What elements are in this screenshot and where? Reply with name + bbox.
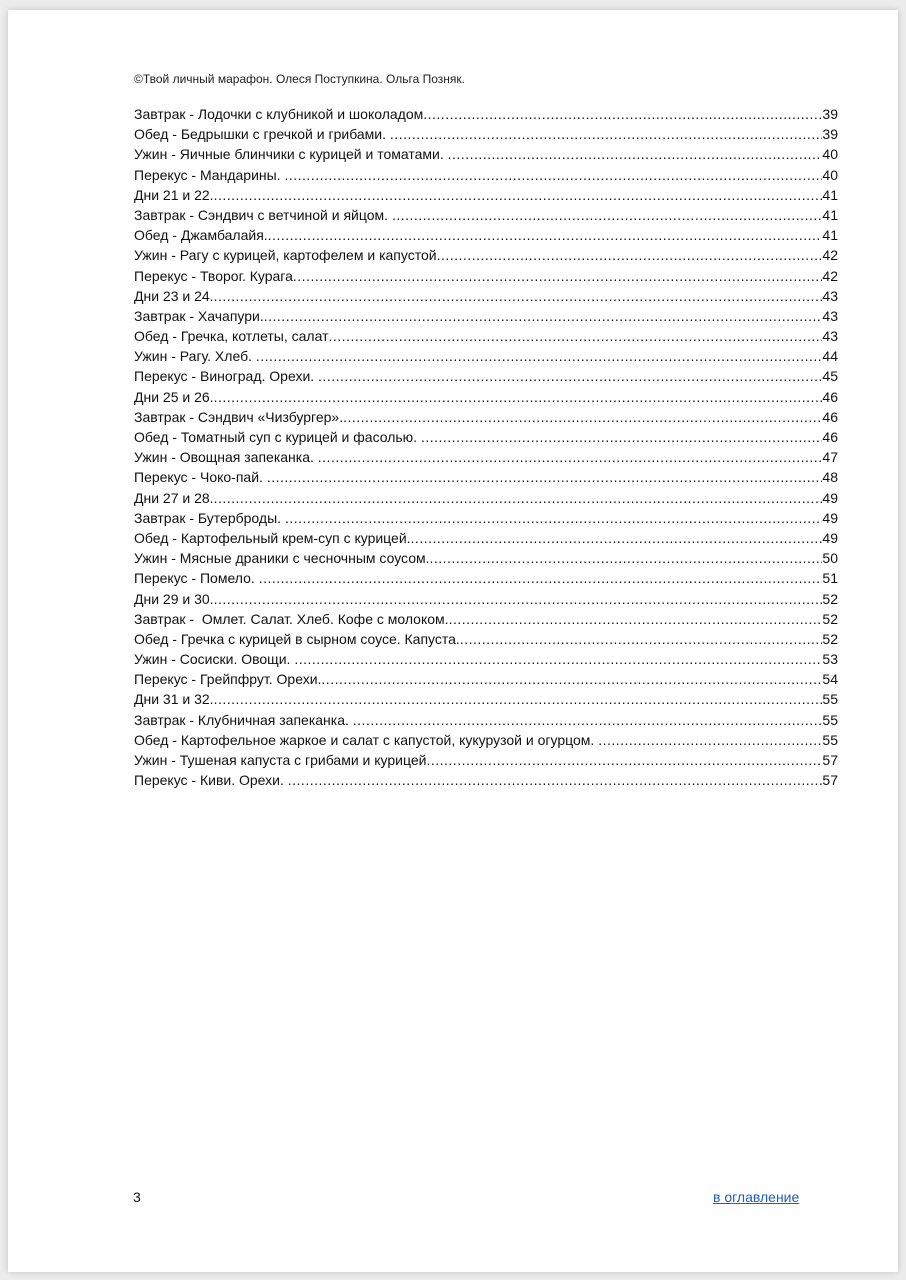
page-number: 3 bbox=[133, 1189, 141, 1205]
toc-entry-page: 49 bbox=[822, 489, 838, 506]
toc-entry-page: 48 bbox=[822, 469, 838, 486]
toc-entry-page: 41 bbox=[822, 206, 838, 223]
toc-entry-title: Обед - Томатный суп с курицей и фасолью. bbox=[134, 429, 421, 445]
toc-entry-page: 46 bbox=[822, 408, 838, 425]
toc-entry-title: Дни 23 и 24. bbox=[134, 287, 214, 304]
dot-leader bbox=[423, 104, 822, 124]
table-of-contents bbox=[134, 104, 838, 790]
toc-entry[interactable] bbox=[134, 346, 838, 366]
dot-leader bbox=[448, 144, 823, 164]
toc-entry-page: 41 bbox=[822, 186, 838, 203]
toc-entry[interactable] bbox=[134, 225, 838, 245]
toc-entry[interactable] bbox=[134, 447, 838, 467]
toc-entry[interactable] bbox=[134, 144, 838, 164]
toc-entry[interactable] bbox=[134, 689, 838, 709]
dot-leader bbox=[460, 629, 823, 649]
toc-entry[interactable] bbox=[134, 750, 838, 770]
toc-entry-page: 47 bbox=[822, 449, 838, 466]
toc-entry[interactable] bbox=[134, 387, 838, 407]
toc-entry[interactable] bbox=[134, 568, 838, 588]
toc-entry-title: Обед - Картофельное жаркое и салат с капустой, кукурузой и огурцом. bbox=[134, 731, 599, 748]
toc-entry-title: Ужин - Сосиски. Овощи. bbox=[134, 651, 295, 668]
toc-entry-title: Обед - Бедрышки с гречкой и грибами. bbox=[134, 126, 390, 143]
toc-entry[interactable] bbox=[134, 730, 838, 750]
toc-link[interactable]: в оглавление bbox=[713, 1189, 800, 1205]
dot-leader bbox=[214, 185, 823, 205]
dot-leader bbox=[426, 750, 822, 770]
toc-entry-page: 55 bbox=[822, 711, 838, 728]
dot-leader bbox=[343, 407, 822, 427]
toc-entry-page: 55 bbox=[822, 731, 838, 748]
dot-leader bbox=[421, 427, 822, 447]
toc-entry-page: 45 bbox=[822, 368, 838, 385]
toc-entry-page: 43 bbox=[822, 307, 838, 324]
dot-leader bbox=[318, 447, 823, 467]
toc-entry-page: 42 bbox=[822, 247, 838, 264]
dot-leader bbox=[318, 366, 822, 386]
toc-entry-title: Перекус - Мандарины. bbox=[134, 166, 285, 183]
dot-leader bbox=[214, 689, 823, 709]
toc-entry-page: 46 bbox=[822, 388, 838, 405]
toc-entry-page: 52 bbox=[822, 590, 838, 607]
toc-entry-title: Завтрак - Хачапури. bbox=[134, 307, 264, 324]
toc-entry-title: Дни 29 и 30. bbox=[134, 590, 214, 607]
toc-entry-title: Ужин - Мясные драники с чесночным соусом. bbox=[134, 550, 430, 567]
toc-entry-title: Обед - Гречка, котлеты, салат bbox=[134, 328, 329, 345]
toc-entry-page: 43 bbox=[822, 328, 838, 345]
toc-entry-title: Ужин - Яичные блинчики с курицей и томатами. bbox=[134, 146, 448, 163]
toc-entry[interactable] bbox=[134, 366, 838, 386]
toc-entry-title: Перекус - Помело. bbox=[134, 570, 259, 587]
dot-leader bbox=[214, 286, 823, 306]
dot-leader bbox=[321, 669, 822, 689]
toc-entry[interactable] bbox=[134, 104, 838, 124]
toc-entry-page: 54 bbox=[822, 671, 838, 688]
dot-leader bbox=[353, 710, 823, 730]
copyright-header: ©Твой личный марафон. Олеся Поступкина. Ольга Позняк. bbox=[134, 72, 465, 86]
toc-entry-page: 44 bbox=[822, 348, 838, 365]
toc-entry[interactable] bbox=[134, 528, 838, 548]
toc-entry-title: Завтрак - Сэндвич «Чизбургер». bbox=[134, 408, 344, 425]
dot-leader bbox=[214, 387, 823, 407]
toc-entry-title: Ужин - Тушеная капуста с грибами и курицей bbox=[134, 752, 427, 768]
toc-entry[interactable] bbox=[134, 245, 838, 265]
toc-entry-title: Ужин - Рагу с курицей, картофелем и капустой bbox=[134, 247, 437, 264]
toc-entry[interactable] bbox=[134, 427, 838, 447]
toc-entry-title: Завтрак - Клубничная запеканка. bbox=[134, 711, 353, 728]
toc-entry-title: Завтрак - Омлет. Салат. Хлеб. Кофе с молоком. bbox=[134, 610, 449, 627]
toc-entry[interactable] bbox=[134, 669, 838, 689]
dot-leader bbox=[294, 649, 822, 669]
toc-entry-title: Перекус - Творог. Курага bbox=[134, 267, 293, 284]
toc-entry-page: 57 bbox=[822, 772, 838, 789]
toc-entry[interactable] bbox=[134, 508, 838, 528]
toc-entry-page: 52 bbox=[822, 610, 838, 627]
toc-entry[interactable] bbox=[134, 165, 838, 185]
dot-leader bbox=[256, 346, 823, 366]
dot-leader bbox=[329, 326, 823, 346]
toc-entry[interactable] bbox=[134, 548, 838, 568]
toc-entry-title: Обед - Джамбалайя. bbox=[134, 227, 268, 244]
toc-entry-page: 53 bbox=[822, 651, 838, 668]
toc-entry-page: 39 bbox=[822, 126, 838, 143]
toc-entry-page: 57 bbox=[822, 752, 838, 768]
toc-entry[interactable] bbox=[134, 488, 838, 508]
toc-entry-title: Перекус - Киви. Орехи. bbox=[134, 772, 288, 789]
toc-entry-title: Ужин - Овощная запеканка. bbox=[134, 449, 318, 466]
toc-entry-page: 43 bbox=[822, 287, 838, 304]
toc-entry-title: Перекус - Чоко-пай. bbox=[134, 469, 267, 486]
toc-entry[interactable] bbox=[134, 185, 838, 205]
dot-leader bbox=[214, 589, 823, 609]
toc-entry-title: Ужин - Рагу. Хлеб. bbox=[134, 348, 256, 365]
toc-entry-title: Завтрак - Сэндвич с ветчиной и яйцом. bbox=[134, 206, 392, 223]
toc-entry-page: 52 bbox=[822, 630, 838, 647]
toc-entry-page: 50 bbox=[822, 550, 838, 567]
toc-entry-page: 40 bbox=[822, 166, 838, 183]
toc-entry-title: Перекус - Грейпфрут. Орехи. bbox=[134, 671, 322, 688]
toc-entry[interactable] bbox=[134, 306, 838, 326]
toc-entry-page: 49 bbox=[822, 509, 838, 526]
dot-leader bbox=[284, 165, 822, 185]
toc-entry-page: 39 bbox=[822, 106, 838, 122]
toc-entry-title: Дни 21 и 22. bbox=[134, 186, 214, 203]
toc-entry-title: Обед - Картофельный крем-суп с курицей. bbox=[134, 529, 411, 546]
toc-entry-title: Дни 25 и 26. bbox=[134, 388, 214, 405]
dot-leader bbox=[390, 124, 823, 144]
toc-entry[interactable] bbox=[134, 266, 838, 286]
toc-entry[interactable] bbox=[134, 770, 838, 790]
document-page bbox=[8, 10, 898, 1272]
toc-entry-page: 51 bbox=[822, 570, 838, 587]
dot-leader bbox=[293, 266, 823, 286]
toc-entry[interactable] bbox=[134, 589, 838, 609]
toc-entry[interactable] bbox=[134, 710, 838, 730]
dot-leader bbox=[430, 548, 823, 568]
toc-entry-title: Завтрак - Бутерброды. bbox=[134, 509, 285, 526]
toc-entry-page: 55 bbox=[822, 691, 838, 708]
dot-leader bbox=[437, 245, 823, 265]
dot-leader bbox=[288, 770, 823, 790]
toc-entry-title: Завтрак - Лодочки с клубникой и шоколадом bbox=[134, 106, 424, 122]
dot-leader bbox=[598, 730, 822, 750]
dot-leader bbox=[259, 568, 823, 588]
toc-entry-page: 41 bbox=[822, 227, 838, 244]
toc-entry-title: Обед - Гречка с курицей в сырном соусе. Капуста. bbox=[134, 630, 460, 647]
toc-entry[interactable] bbox=[134, 649, 838, 669]
toc-entry[interactable] bbox=[134, 286, 838, 306]
toc-entry[interactable] bbox=[134, 407, 838, 427]
toc-entry-page: 40 bbox=[822, 146, 838, 163]
toc-entry[interactable] bbox=[134, 124, 838, 144]
toc-entry-page: 42 bbox=[822, 267, 838, 284]
dot-leader bbox=[392, 205, 822, 225]
dot-leader bbox=[285, 508, 822, 528]
dot-leader bbox=[449, 609, 823, 629]
dot-leader bbox=[214, 488, 823, 508]
toc-entry-title: Дни 27 и 28. bbox=[134, 489, 214, 506]
toc-entry-title: Перекус - Виноград. Орехи. bbox=[134, 368, 319, 385]
toc-entry-page: 49 bbox=[822, 529, 838, 546]
dot-leader bbox=[264, 306, 823, 326]
toc-entry[interactable] bbox=[134, 326, 838, 346]
toc-entry[interactable] bbox=[134, 629, 838, 649]
dot-leader bbox=[268, 225, 823, 245]
toc-entry[interactable] bbox=[134, 609, 838, 629]
dot-leader bbox=[267, 467, 823, 487]
toc-entry-title: Дни 31 и 32. bbox=[134, 691, 214, 708]
dot-leader bbox=[411, 528, 823, 548]
toc-entry-page: 46 bbox=[822, 429, 838, 445]
toc-entry[interactable] bbox=[134, 467, 838, 487]
toc-entry[interactable] bbox=[134, 205, 838, 225]
